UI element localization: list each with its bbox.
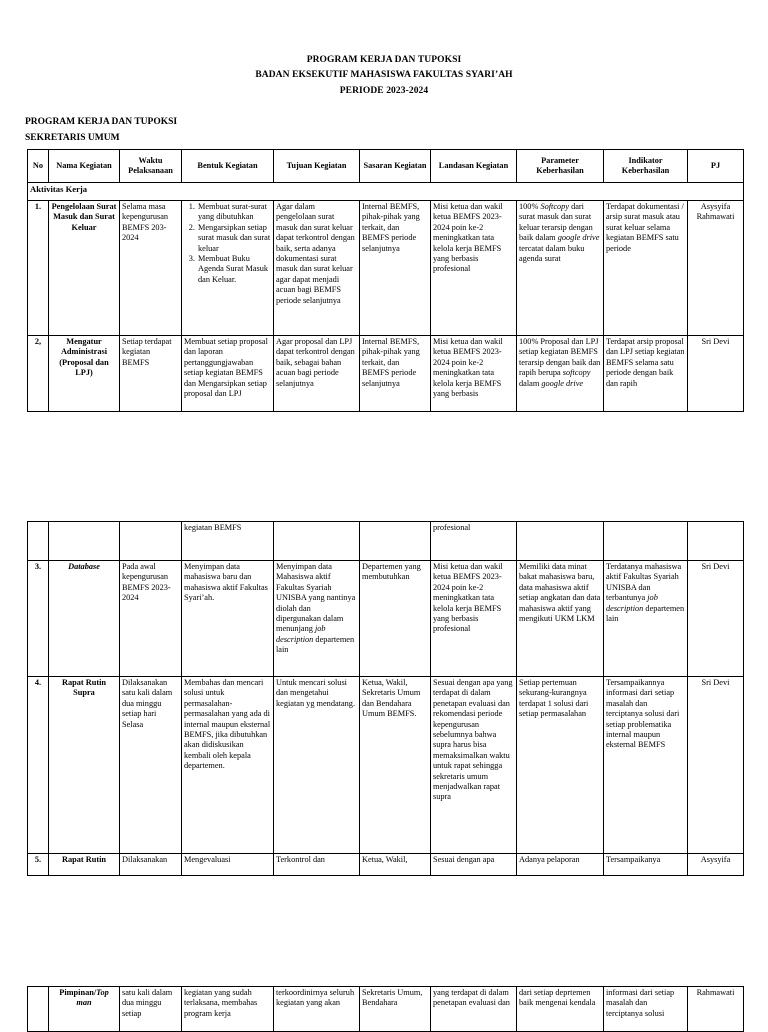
list-item: 3. Membuat Buku Agenda Surat Masuk dan Keluar. xyxy=(197,254,271,285)
row-activity-form: Menyimpan data mahasiswa baru dan mahasiswa aktif Fakultas Syari’ah. xyxy=(182,561,274,677)
row-objective: Untuk mencari solusi dan mengetahui kegiatan yg mendatang. xyxy=(274,677,360,854)
text-run-italic: job description xyxy=(276,624,326,644)
table-row-continuation xyxy=(28,987,744,1032)
row-success-indicator: Tersampaikanya xyxy=(604,854,688,876)
text-run: Terdatanya mahasiswa aktif Fakultas Syariah UNISBA dan terbantunya xyxy=(606,562,682,603)
row-success-indicator: Terdapat arsip proposal dan LPJ setiap kegiatan BEMFS selama satu periode dengan baik dan rapih xyxy=(604,336,688,412)
section-row xyxy=(28,183,744,201)
row-schedule: Dilaksanakan xyxy=(120,854,182,876)
text-run-italic: softcopy xyxy=(562,368,591,378)
table-row xyxy=(28,677,744,854)
row-person-in-charge xyxy=(688,522,744,561)
table-row xyxy=(28,561,744,677)
row-success-indicator xyxy=(604,522,688,561)
row-basis: Sesuai dengan apa yang terdapat di dalam penetapan evaluasi dan rekomendasi periode kepengurusan sebelumnya bahwa supra harus bisa memaksimalkan waktu untuk rapat sehingga sekretaris umum menjadwalkan rapat supra xyxy=(431,677,517,854)
row-activity-form: kegiatan yang sudah terlaksana, membahas program kerja xyxy=(182,987,274,1032)
column-header-indikator-keberhasilan: Indikator Keberhasilan xyxy=(604,150,688,183)
work-program-table-part-2 xyxy=(27,521,744,876)
row-activity-form: Membuat setiap proposal dan laporan pertanggungjawaban setiap kegiatan BEMFS dan Mengarsipkan setiap proposal dan LPJ xyxy=(182,336,274,412)
section-label-aktivitas-kerja: Aktivitas Kerja xyxy=(28,183,744,201)
row-activity-name xyxy=(49,522,120,561)
row-objective xyxy=(274,561,360,677)
row-basis: yang terdapat di dalam penetapan evaluasi dan xyxy=(431,987,517,1032)
row-success-parameter: Memiliki data minat bakat mahasiswa baru, data mahasiswa aktif setiap angkatan dan data mahasiswa aktif yang mengikuti UKM LKM xyxy=(517,561,604,677)
row-success-parameter xyxy=(517,201,604,336)
column-header-landasan-kegiatan: Landasan Kegiatan xyxy=(431,150,517,183)
table-row xyxy=(28,336,744,412)
row-target: Internal BEMFS, pihak-pihak yang terkait, dan BEMFS periode selanjutnya xyxy=(360,336,431,412)
row-number xyxy=(28,522,49,561)
document-title-line-1: PROGRAM KERJA DAN TUPOKSI xyxy=(306,55,462,65)
text-run: 100% Proposal dan LPJ setiap kegiatan BEMFS terarsip dengan baik dan rapih berupa xyxy=(519,337,601,378)
text-run: dari surat masuk dan surat keluar terarsip dengan baik dalam xyxy=(519,202,593,243)
row-activity-form: kegiatan BEMFS xyxy=(182,522,274,561)
text-run: dalam xyxy=(519,378,542,388)
row-activity-form: Membahas dan mencari solusi untuk permasalahan-permasalahan yang ada di internal maupun eksternal BEMFS, jika dibutuhkan akan didiskusikan kembali oleh kepala departemen. xyxy=(182,677,274,854)
text-run: 100% xyxy=(519,202,541,211)
row-target: Internal BEMFS, pihak-pihak yang terkait, dan BEMFS periode selanjutnya xyxy=(360,201,431,336)
activity-form-list xyxy=(184,202,271,285)
text-run-italic: job description xyxy=(606,593,658,613)
work-program-table-part-3 xyxy=(27,986,744,1032)
row-target: Sekretaris Umum, Bendahara xyxy=(360,987,431,1032)
row-success-parameter: Adanya pelaporan xyxy=(517,854,604,876)
row-success-indicator xyxy=(604,561,688,677)
row-activity-name: Database xyxy=(49,561,120,677)
document-title-line-2: BADAN EKSEKUTIF MAHASISWA FAKULTAS SYARI’AH xyxy=(255,70,513,80)
row-schedule xyxy=(120,522,182,561)
list-item: 1. Membuat surat-surat yang dibutuhkan xyxy=(197,202,271,223)
row-objective: terkoordinirnya seluruh kegiatan yang akan xyxy=(274,987,360,1032)
row-objective: Agar dalam pengelolaan surat masuk dan surat keluar dapat terkontrol dengan baik, serta adanya dokumentasi surat masuk dan surat keluar agar dapat menjadi acuan bagi BEMFS periode selanjutnya xyxy=(274,201,360,336)
text-run: Pimpinan/ xyxy=(59,988,97,997)
row-basis: Misi ketua dan wakil ketua BEMFS 2023-2024 poin ke-2 meningkatkan tata kelola kerja BEMFS yang berbasis profesional xyxy=(431,201,517,336)
table-row xyxy=(28,201,744,336)
row-schedule: Selama masa kepengurusan BEMFS 203-2024 xyxy=(120,201,182,336)
row-schedule: Dilaksanakan satu kali dalam dua minggu setiap hari Selasa xyxy=(120,677,182,854)
row-basis: profesional xyxy=(431,522,517,561)
row-person-in-charge: Asysyifa Rahmawati xyxy=(688,201,744,336)
row-target: Ketua, Wakil, Sekretaris Umum dan Bendahara Umum BEMFS. xyxy=(360,677,431,854)
section-subheading: SEKRETARIS UMUM xyxy=(25,133,120,143)
row-activity-name xyxy=(49,987,120,1032)
list-item: 2. Mengarsipkan setiap surat masuk dan surat keluar xyxy=(197,223,271,254)
text-run-italic: google drive xyxy=(557,233,600,243)
column-header-pj: PJ xyxy=(688,150,744,183)
row-target: Departemen yang membutuhkan xyxy=(360,561,431,677)
column-header-no: No xyxy=(28,150,49,183)
text-run-italic: Top man xyxy=(76,988,109,1008)
row-success-indicator: informasi dari setiap masalah dan terciptanya solusi xyxy=(604,987,688,1032)
row-activity-name: Rapat Rutin xyxy=(49,854,120,876)
row-person-in-charge: Sri Devi xyxy=(688,561,744,677)
row-basis: Misi ketua dan wakil ketua BEMFS 2023-2024 poin ke-2 meningkatkan tata kelola kerja BEMFS yang berbasis xyxy=(431,336,517,412)
row-success-parameter: dari setiap deprtemen baik mengenai kendala xyxy=(517,987,604,1032)
section-heading: PROGRAM KERJA DAN TUPOKSI xyxy=(25,117,178,127)
table-row-continuation xyxy=(28,522,744,561)
row-success-indicator: Tersampaikannya informasi dari setiap masalah dan terciptanya solusi dari setiap problematika internal maupun eksternal BEMFS xyxy=(604,677,688,854)
row-basis: Sesuai dengan apa xyxy=(431,854,517,876)
column-header-bentuk-kegiatan: Bentuk Kegiatan xyxy=(182,150,274,183)
row-target xyxy=(360,522,431,561)
row-basis: Misi ketua dan wakil ketua BEMFS 2023-2024 poin ke-2 meningkatkan tata kelola kerja BEMFS yang berbasis profesional xyxy=(431,561,517,677)
row-objective: Terkontrol dan xyxy=(274,854,360,876)
column-header-sasaran-kegiatan: Sasaran Kegiatan xyxy=(360,150,431,183)
row-success-parameter xyxy=(517,336,604,412)
table-row xyxy=(28,854,744,876)
row-person-in-charge: Asysyifa xyxy=(688,854,744,876)
row-activity-name: Rapat Rutin Supra xyxy=(49,677,120,854)
table-header-row xyxy=(28,150,744,183)
row-schedule: Pada awal kepengurusan BEMFS 2023-2024 xyxy=(120,561,182,677)
row-success-parameter xyxy=(517,522,604,561)
text-run: departemen lain xyxy=(606,603,685,624)
row-target: Ketua, Wakil, xyxy=(360,854,431,876)
row-number: 2, xyxy=(28,336,49,412)
column-header-waktu-pelaksanaan: Waktu Pelaksanaan xyxy=(120,150,182,183)
row-number: 3. xyxy=(28,561,49,677)
row-activity-name: Mengatur Administrasi (Proposal dan LPJ) xyxy=(49,336,120,412)
row-person-in-charge: Rahmawati xyxy=(688,987,744,1032)
work-program-table-part-1 xyxy=(27,149,744,412)
row-schedule: Setiap terdapat kegiatan BEMFS xyxy=(120,336,182,412)
row-objective xyxy=(274,522,360,561)
row-activity-name: Pengelolaan Surat Masuk dan Surat Keluar xyxy=(49,201,120,336)
text-run: Menyimpan data Mahasiswa aktif Fakultas Syariah UNISBA yang nantinya diolah dan dipergunakan dalam menunjang xyxy=(276,562,356,634)
document-title-line-3: PERIODE 2023-2024 xyxy=(339,86,429,96)
text-run: departemen lain xyxy=(276,634,355,655)
row-number: 5. xyxy=(28,854,49,876)
column-header-parameter-keberhasilan: Parameter Keberhasilan xyxy=(517,150,604,183)
row-success-parameter: Setiap pertemuan sekurang-kurangnya terdapat 1 solusi dari setiap permasalahan xyxy=(517,677,604,854)
text-run-italic: Softcopy xyxy=(540,202,570,211)
row-activity-form xyxy=(182,201,274,336)
row-objective: Agar proposal dan LPJ dapat terkontrol dengan baik, sebagai bahan acuan bagi periode selanjutnya xyxy=(274,336,360,412)
row-success-indicator: Terdapat dokumentasi / arsip surat masuk atau surat keluar selama kegiatan BEMFS satu periode xyxy=(604,201,688,336)
row-number: 4. xyxy=(28,677,49,854)
row-person-in-charge: Sri Devi xyxy=(688,336,744,412)
row-person-in-charge: Sri Devi xyxy=(688,677,744,854)
text-run: tercatat dalam buku agenda surat xyxy=(519,243,585,264)
row-number xyxy=(28,987,49,1032)
column-header-nama-kegiatan: Nama Kegiatan xyxy=(49,150,120,183)
column-header-tujuan-kegiatan: Tujuan Kegiatan xyxy=(274,150,360,183)
text-run-italic: google drive xyxy=(541,378,584,388)
row-number: 1. xyxy=(28,201,49,336)
row-activity-form: Mengevaluasi xyxy=(182,854,274,876)
row-schedule: satu kali dalam dua minggu setiap xyxy=(120,987,182,1032)
